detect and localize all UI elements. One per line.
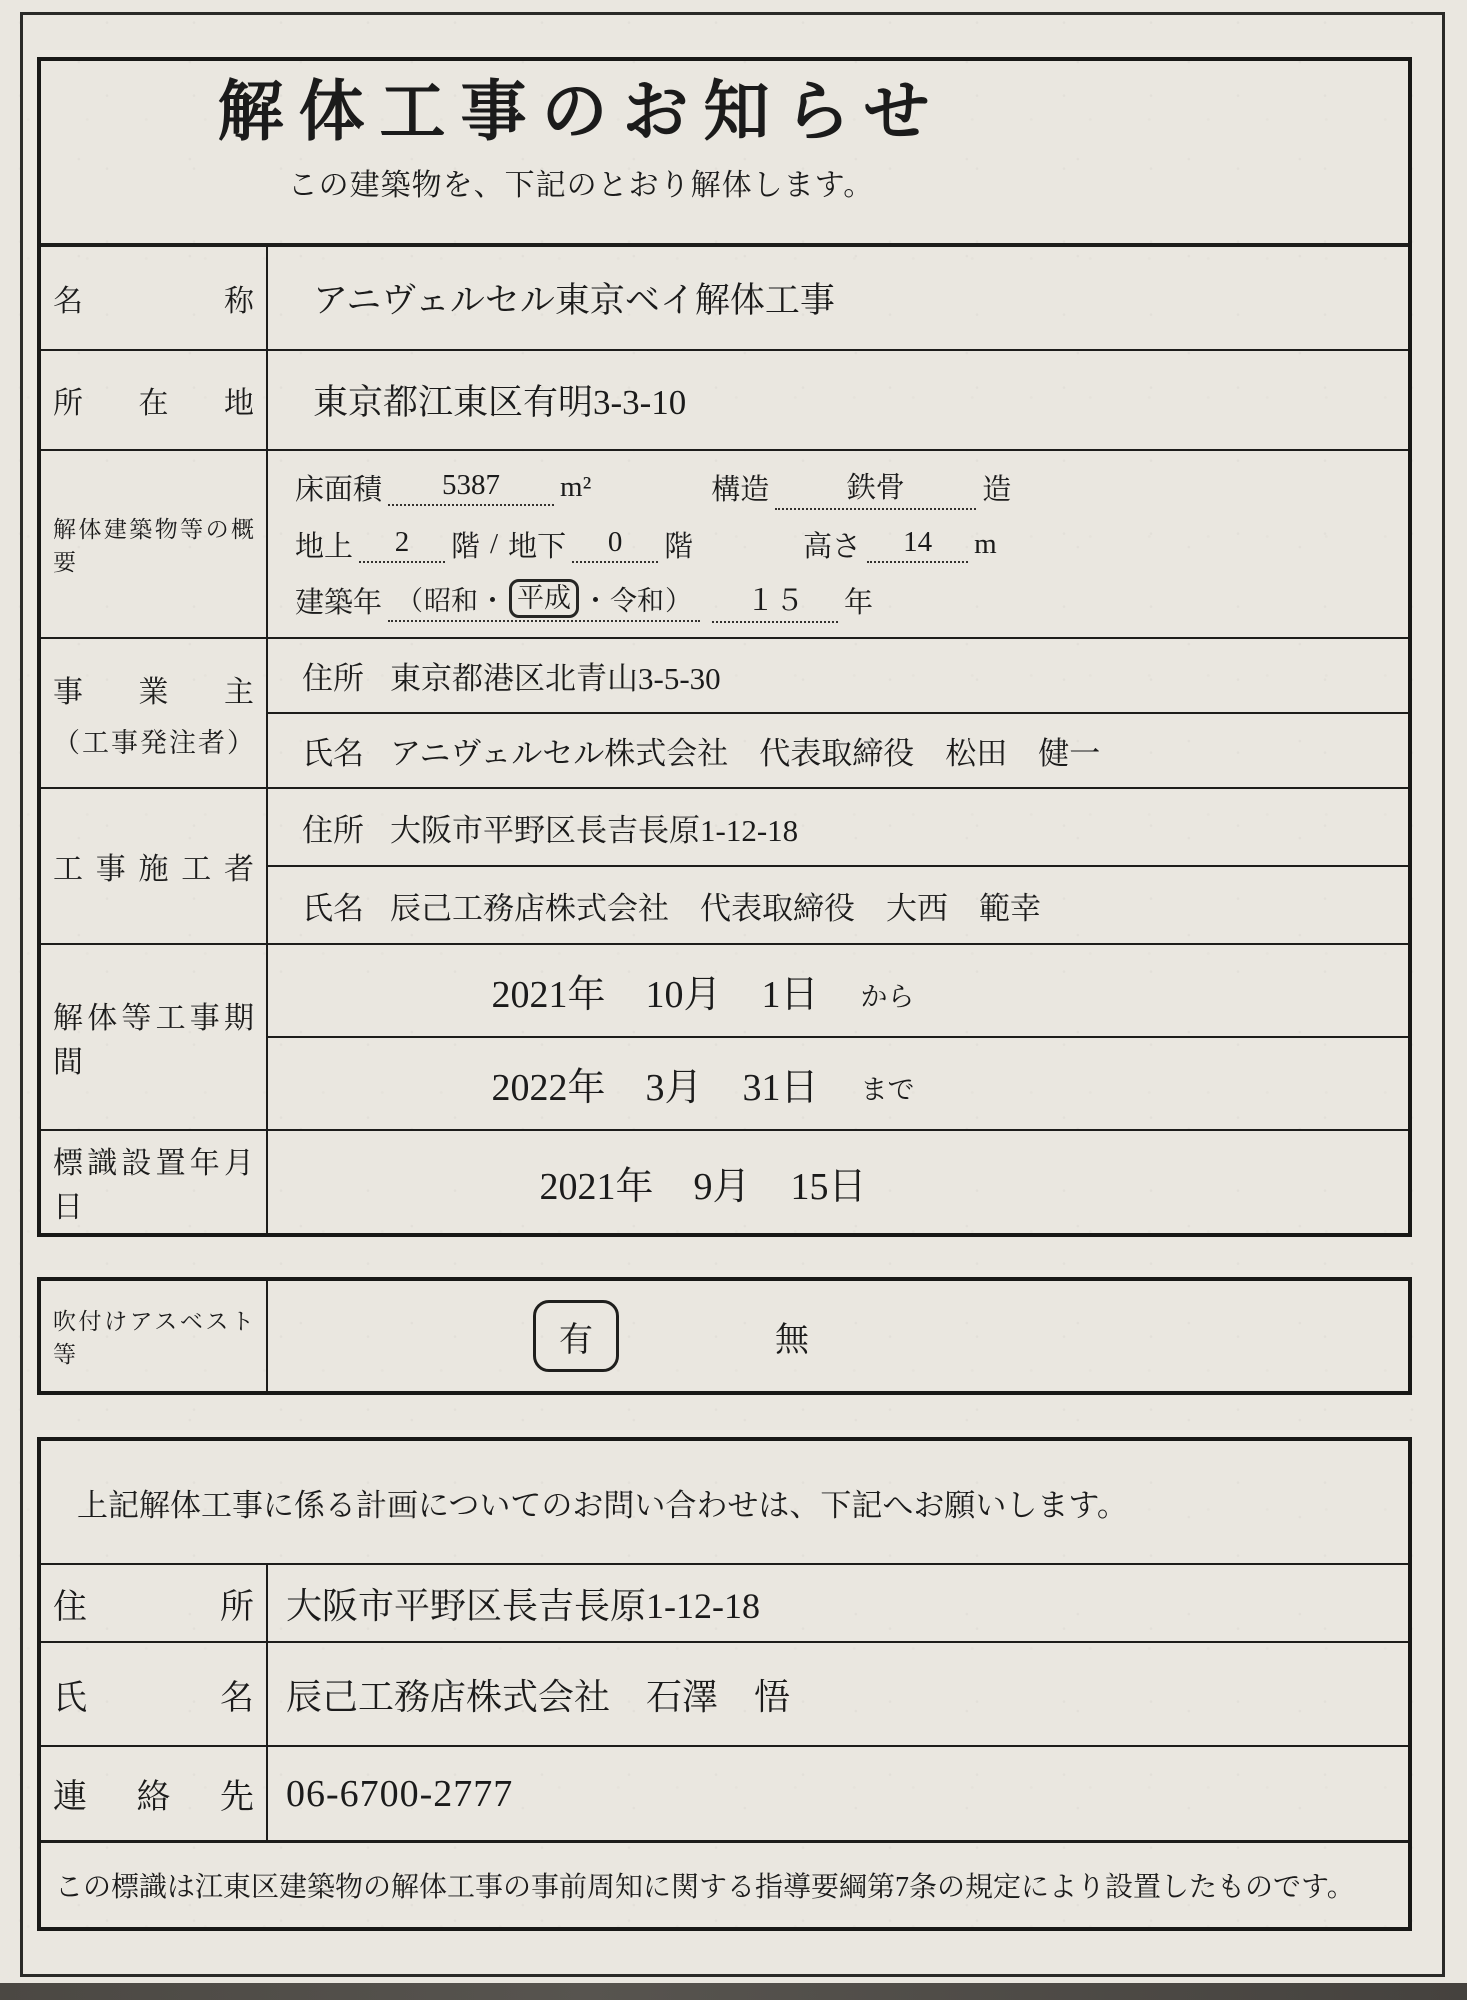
period-start-suffix: から xyxy=(860,982,915,1012)
owner-address-subrow xyxy=(268,639,1408,712)
period-end-suffix: まで xyxy=(860,1075,915,1105)
floor-area-value: 5387 xyxy=(388,469,554,506)
floors-above-label: 地上 xyxy=(295,530,354,563)
contact-address-value: 大阪市平野区長吉長原1-12-18 xyxy=(286,1585,760,1626)
contact-address-label-cell xyxy=(41,1565,268,1641)
owner-address-value: 東京都港区北青山3-5-30 xyxy=(390,661,721,696)
era-sep2: ・ xyxy=(582,586,610,617)
footer-note-text: この標識は江東区建築物の解体工事の事前周知に関する指導要綱第7条の規定により設置したものです。 xyxy=(55,1872,1355,1903)
asbestos-yes-circled: 有 xyxy=(533,1300,619,1372)
owner-name-label: 氏名 xyxy=(302,736,364,771)
owner-name-subrow xyxy=(268,712,1408,787)
structure-label: 構造 xyxy=(711,473,770,506)
asbestos-table xyxy=(37,1277,1412,1395)
contractor-label: 工事施工者 xyxy=(53,853,254,886)
owner-value-cell xyxy=(268,639,1408,787)
floor-area-unit: m² xyxy=(560,470,592,503)
floors-below-label: 地下 xyxy=(508,530,567,563)
era-open-paren: （ xyxy=(396,586,424,617)
era-close-paren: ） xyxy=(665,586,693,617)
contact-name-value: 辰己工務店株式会社 石澤 悟 xyxy=(286,1676,791,1717)
structure-value: 鉄骨 xyxy=(775,465,976,510)
era-sep1: ・ xyxy=(479,586,507,617)
sign-date-label-cell xyxy=(41,1131,268,1233)
floors-separator: / xyxy=(490,527,499,560)
height-unit: m xyxy=(974,527,997,560)
period-end-day: 31日 xyxy=(742,1067,819,1109)
contact-address-label: 住所 xyxy=(53,1588,254,1626)
site-address-row xyxy=(41,351,1408,451)
building-overview-label-cell xyxy=(41,451,268,637)
contact-address-value-cell xyxy=(268,1565,1408,1641)
work-period-row xyxy=(41,945,1408,1131)
period-end-year: 2022年 xyxy=(491,1067,606,1109)
contractor-name-subrow xyxy=(268,865,1408,943)
owner-label-line2: （工事発注者） xyxy=(53,727,254,758)
header-row xyxy=(41,61,1408,247)
page-subtitle: この建築物を、下記のとおり解体します。 xyxy=(287,168,875,202)
contact-tel-value-cell xyxy=(268,1747,1408,1840)
project-name-value-cell xyxy=(268,247,1408,349)
contact-intro-row xyxy=(41,1441,1408,1565)
notice-table xyxy=(37,57,1412,1237)
owner-row xyxy=(41,639,1408,789)
contact-name-value-cell xyxy=(268,1643,1408,1745)
project-name-label: 名称 xyxy=(53,285,254,318)
floors-above-unit: 階 xyxy=(451,530,481,563)
era-showa: 昭和 xyxy=(424,586,479,617)
photo-edge-band xyxy=(0,1983,1467,2000)
built-year-value: １５ xyxy=(712,578,838,623)
contractor-label-cell xyxy=(41,789,268,943)
sign-date-value-cell xyxy=(268,1131,1408,1233)
era-options-group xyxy=(388,579,700,622)
header-block xyxy=(41,61,1121,243)
floors-below-value: 0 xyxy=(572,526,658,563)
built-year-unit: 年 xyxy=(844,587,874,620)
contact-address-row xyxy=(41,1565,1408,1643)
contractor-address-value: 大阪市平野区長吉長原1-12-18 xyxy=(390,812,799,848)
period-start-year: 2021年 xyxy=(491,974,606,1016)
period-end-subrow xyxy=(268,1036,1408,1129)
asbestos-label-cell xyxy=(41,1281,268,1391)
contact-name-row xyxy=(41,1643,1408,1747)
floor-area-label: 床面積 xyxy=(295,473,383,506)
floors-above-value: 2 xyxy=(359,526,445,563)
project-name-label-cell xyxy=(41,247,268,349)
owner-label-cell xyxy=(41,639,268,787)
owner-address-label: 住所 xyxy=(302,661,364,696)
site-address-label-cell xyxy=(41,351,268,449)
floors-below-unit: 階 xyxy=(664,530,694,563)
contact-name-label-cell xyxy=(41,1643,268,1745)
contact-tel-label-cell xyxy=(41,1747,268,1840)
era-heisei-circled: 平成 xyxy=(509,579,579,618)
sign-date-label: 標識設置年月日 xyxy=(53,1147,254,1224)
built-year-line xyxy=(268,572,1408,629)
sign-date-row xyxy=(41,1131,1408,1233)
height-value: 14 xyxy=(867,526,968,563)
contractor-name-label: 氏名 xyxy=(302,890,364,926)
asbestos-label: 吹付けアスベスト等 xyxy=(53,1309,254,1367)
contact-tel-value: 06-6700-2777 xyxy=(286,1772,514,1815)
contractor-address-subrow xyxy=(268,789,1408,865)
contact-tel-label: 連絡先 xyxy=(53,1779,254,1816)
project-name-row xyxy=(41,247,1408,351)
building-overview-row xyxy=(41,451,1408,639)
sign-date-day: 15日 xyxy=(790,1165,867,1208)
site-address-value-cell xyxy=(268,351,1408,449)
contractor-name-value: 辰己工務店株式会社 代表取締役 大西 範幸 xyxy=(390,890,1041,926)
period-end-month: 3月 xyxy=(645,1067,703,1109)
contractor-row xyxy=(41,789,1408,945)
building-overview-label: 解体建築物等の概要 xyxy=(53,517,254,575)
period-start-subrow xyxy=(268,945,1408,1036)
owner-label-line1: 事業主 xyxy=(53,675,254,709)
site-address-label: 所在地 xyxy=(53,387,254,420)
height-label: 高さ xyxy=(803,530,862,563)
contact-name-label: 氏名 xyxy=(53,1679,254,1717)
contractor-value-cell xyxy=(268,789,1408,943)
work-period-label: 解体等工事期間 xyxy=(53,1002,254,1079)
asbestos-row xyxy=(41,1281,1408,1391)
contractor-address-label: 住所 xyxy=(302,812,364,848)
sign-date-year: 2021年 xyxy=(539,1165,654,1208)
era-reiwa: 令和 xyxy=(610,586,665,617)
floors-height-line xyxy=(268,516,1408,573)
work-period-label-cell xyxy=(41,945,268,1129)
page-title: 解体工事のお知らせ xyxy=(217,76,945,149)
period-start-day: 1日 xyxy=(761,974,819,1016)
asbestos-no-option: 無 xyxy=(775,1321,809,1359)
contact-tel-row xyxy=(41,1747,1408,1843)
project-name-value: アニヴェルセル東京ベイ解体工事 xyxy=(313,281,835,320)
sign-date-month: 9月 xyxy=(693,1165,751,1208)
floor-area-structure-line xyxy=(268,459,1408,516)
contact-table xyxy=(37,1437,1412,1931)
built-year-label: 建築年 xyxy=(295,587,383,620)
structure-suffix: 造 xyxy=(982,473,1012,506)
work-period-value-cell xyxy=(268,945,1408,1129)
asbestos-value-cell xyxy=(268,1281,1408,1391)
contact-intro-text: 上記解体工事に係る計画についてのお問い合わせは、下記へお願いします。 xyxy=(77,1487,1128,1523)
owner-name-value: アニヴェルセル株式会社 代表取締役 松田 健一 xyxy=(390,736,1101,771)
period-start-month: 10月 xyxy=(645,974,722,1016)
footer-note-row xyxy=(41,1843,1408,1927)
site-address-value: 東京都江東区有明3-3-10 xyxy=(313,383,687,422)
building-overview-value-cell xyxy=(268,451,1408,637)
